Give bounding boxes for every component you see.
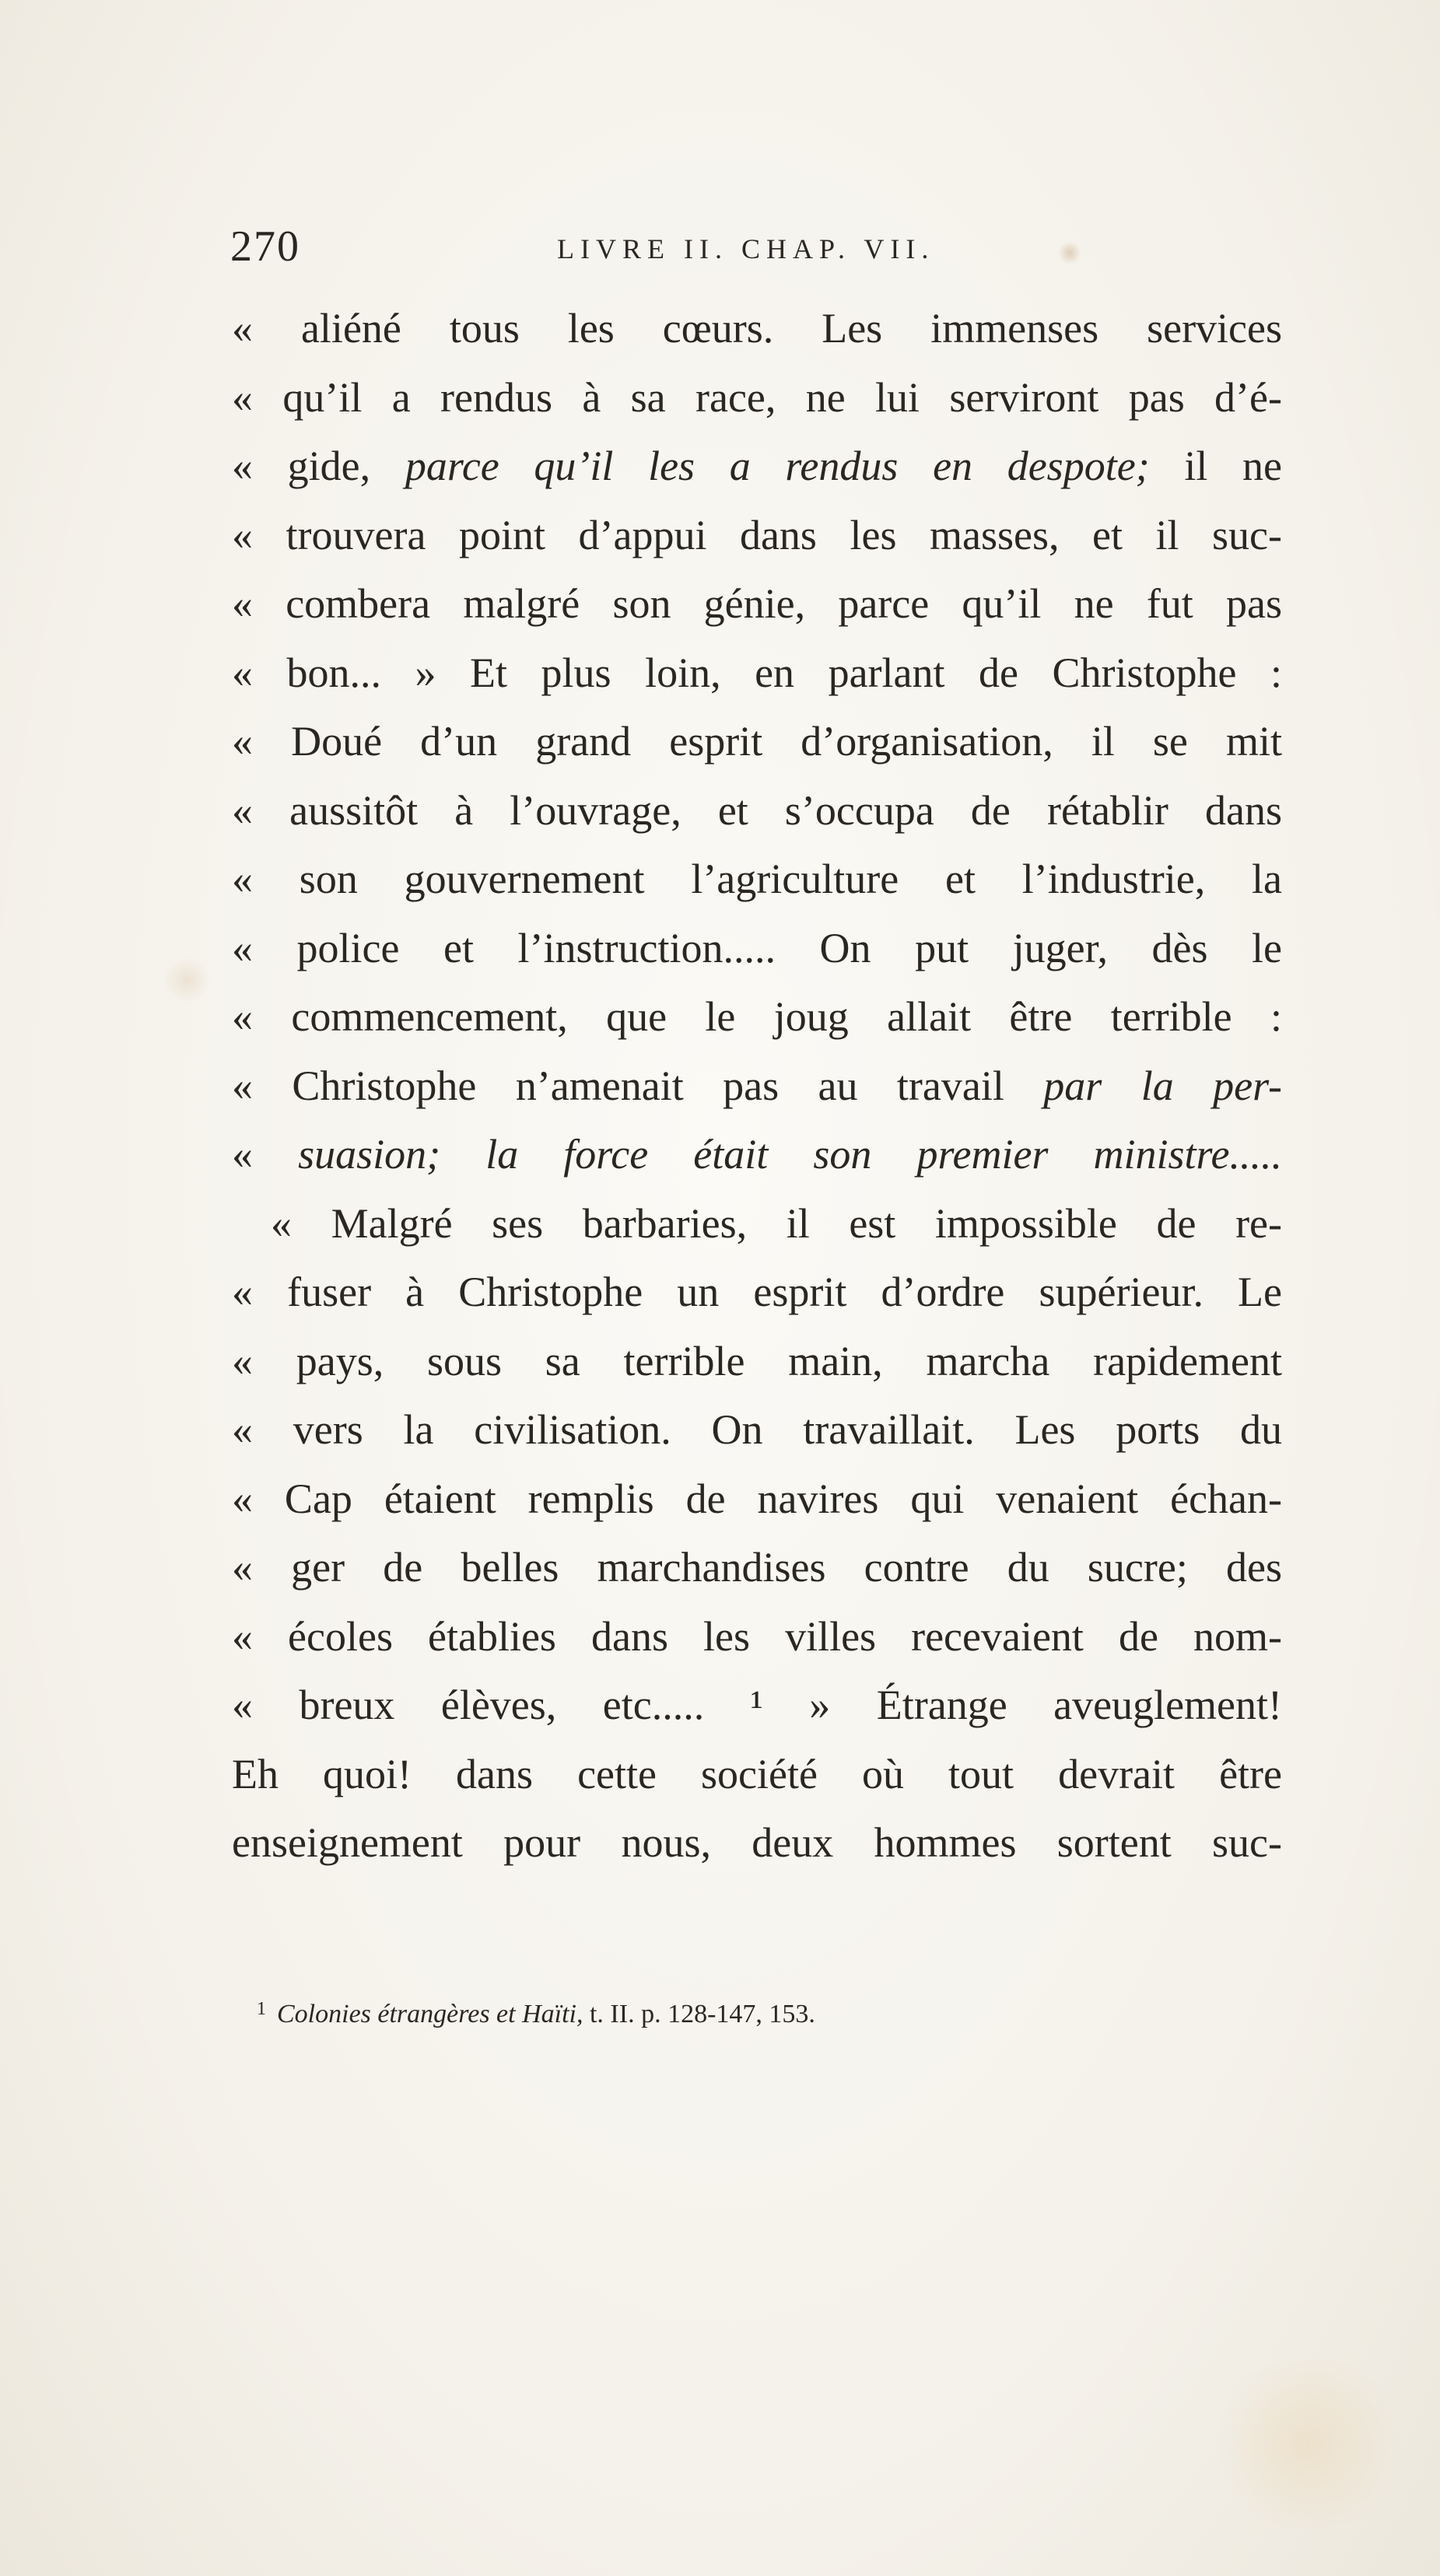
text-line: [232, 1052, 1282, 1121]
body-text: [232, 294, 1282, 1878]
text-segment: « gide,: [232, 443, 405, 489]
text-line: [232, 1465, 1282, 1534]
text-segment: « breux élèves, etc..... ¹ » Étrange aveuglement!: [232, 1682, 1282, 1728]
footnote-reference: t. II. p. 128-147, 153.: [583, 2000, 815, 2028]
text-line: [232, 1258, 1282, 1327]
text-line: [232, 639, 1282, 708]
text-segment: « combera malgré son génie, parce qu’il ne fut pas: [232, 580, 1282, 627]
text-segment: « Doué d’un grand esprit d’organisation, il se mit: [232, 718, 1282, 765]
text-segment: « son gouvernement l’agriculture et l’industrie, la: [232, 856, 1282, 902]
text-line: [232, 569, 1282, 639]
text-segment: Eh quoi! dans cette société où tout devrait être: [232, 1750, 1282, 1797]
text-segment: il ne: [1149, 443, 1282, 489]
text-line: [232, 363, 1282, 432]
italic-segment: suasion; la force était son premier ministre.....: [298, 1131, 1282, 1178]
text-segment: enseignement pour nous, deux hommes sortent suc-: [232, 1819, 1282, 1866]
text-segment: « commencement, que le joug allait être terrible :: [232, 993, 1282, 1040]
text-segment: « aussitôt à l’ouvrage, et s’occupa de rétablir dans: [232, 786, 1282, 834]
text-line: [232, 1671, 1282, 1740]
footnote-title: Colonies étrangères et Haïti,: [277, 2000, 583, 2028]
text-segment: « aliéné tous les cœurs. Les immenses services: [232, 305, 1282, 352]
running-head: LIVRE II. CHAP. VII.: [557, 233, 935, 264]
footnote: [257, 1999, 1268, 2029]
text-line: [232, 776, 1282, 845]
text-line: [232, 707, 1282, 776]
text-line: [232, 1189, 1282, 1258]
text-line: [232, 1533, 1282, 1602]
text-line: [232, 1120, 1282, 1189]
text-segment: « qu’il a rendus à sa race, ne lui serviront pas d’é-: [232, 373, 1282, 421]
text-line: [232, 501, 1282, 570]
text-line: [232, 1327, 1282, 1396]
text-line: [232, 1740, 1282, 1809]
page-header: [230, 222, 1281, 284]
footnote-marker: 1: [257, 1999, 266, 2019]
text-segment: « pays, sous sa terrible main, marcha rapidement: [232, 1337, 1282, 1384]
text-segment: « Malgré ses barbaries, il est impossible de re-: [271, 1199, 1282, 1247]
text-segment: «: [232, 1131, 299, 1178]
text-segment: « trouvera point d’appui dans les masses, et il suc-: [232, 511, 1282, 558]
italic-segment: par la per-: [1043, 1062, 1282, 1109]
paper-stain: [1207, 2358, 1409, 2529]
text-segment: « vers la civilisation. On travaillait. Les ports du: [232, 1406, 1282, 1453]
text-line: [232, 1602, 1282, 1671]
text-segment: « Cap étaient remplis de navires qui venaient échan-: [232, 1475, 1282, 1522]
text-segment: « fuser à Christophe un esprit d’ordre supérieur. Le: [232, 1269, 1282, 1315]
text-segment: « bon... » Et plus loin, en parlant de Christophe :: [232, 649, 1282, 696]
page-number: 270: [230, 222, 300, 271]
paper-stain: [163, 957, 210, 1003]
text-segment: « Christophe n’amenait pas au travail: [232, 1062, 1044, 1109]
text-line: [232, 982, 1282, 1052]
text-segment: « ger de belles marchandises contre du sucre; des: [232, 1544, 1282, 1591]
text-line: [232, 294, 1282, 363]
text-line: [232, 845, 1282, 914]
text-line: [232, 1808, 1282, 1878]
text-line: [232, 1395, 1282, 1465]
text-line: [232, 432, 1282, 501]
text-segment: « police et l’instruction..... On put juger, dès le: [232, 924, 1282, 971]
text-line: [232, 914, 1282, 983]
text-segment: « écoles établies dans les villes recevaient de nom-: [232, 1612, 1282, 1660]
italic-segment: parce qu’il les a rendus en despote;: [405, 443, 1150, 489]
